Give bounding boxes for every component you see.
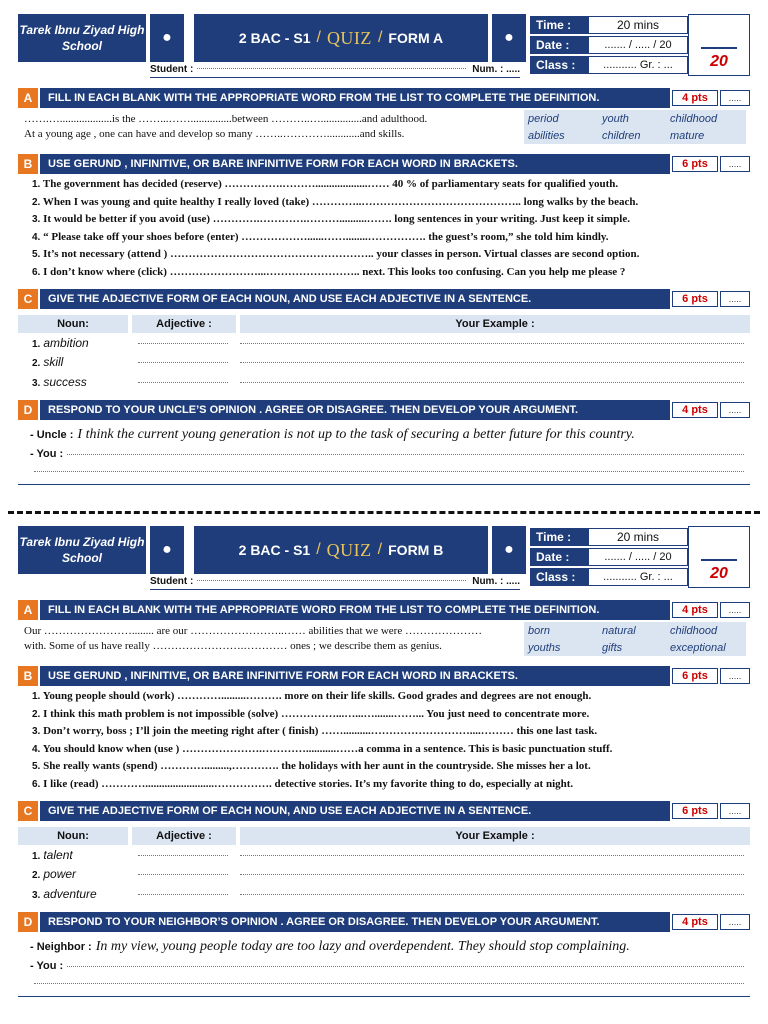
- item-number: 2.: [32, 708, 41, 720]
- section-letter: C: [18, 801, 38, 821]
- bullet-icon: ●: [150, 526, 184, 574]
- section-instruction: RESPOND TO YOUR UNCLE’S OPINION . AGREE OR DISAGREE. THEN DEVELOP YOUR ARGUMENT.: [40, 400, 670, 420]
- score-box[interactable]: [688, 526, 750, 588]
- adjective-blank[interactable]: [138, 361, 228, 363]
- date-label: Date :: [530, 36, 588, 54]
- section-points: 6 pts: [672, 803, 718, 819]
- quiz-word: QUIZ: [326, 27, 372, 48]
- section-points: 4 pts: [672, 402, 718, 418]
- student-label: Student :: [150, 64, 194, 75]
- section-instruction: GIVE THE ADJECTIVE FORM OF EACH NOUN, AND USE EACH ADJECTIVE IN A SENTENCE.: [40, 289, 670, 309]
- sentence-item[interactable]: [32, 246, 750, 264]
- bullet-icon: ●: [492, 14, 526, 62]
- noun-word: adventure: [43, 886, 97, 901]
- opinion-quote: I think the current young generation is not up to the task of securing a better future for this country.: [77, 426, 635, 442]
- section-d-body: [18, 424, 750, 480]
- section-letter: C: [18, 289, 38, 309]
- section-d-header: [18, 912, 750, 932]
- section-b-header: [18, 154, 750, 174]
- noun-cell: [18, 887, 128, 901]
- student-dots: [197, 67, 466, 69]
- opinion: [30, 936, 750, 958]
- you-label: - You :: [30, 447, 64, 460]
- item-number: 4.: [32, 743, 41, 755]
- noun-word: skill: [43, 355, 64, 370]
- section-points: 6 pts: [672, 291, 718, 307]
- noun-word: talent: [43, 847, 73, 862]
- item-text: She really wants (spend) ………….........,…………. the holidays with her aunt in the countryside. She misses her a lot.: [43, 760, 591, 772]
- item-text: I like (read) ………….........................……………. detective stories. It’s my favorite thing to do, especially at night.: [43, 777, 574, 790]
- word-list-item: period: [528, 112, 559, 125]
- answer-line[interactable]: [30, 446, 750, 462]
- section-a-body: [18, 110, 750, 146]
- example-blank[interactable]: [240, 893, 744, 895]
- section-points: 4 pts: [672, 602, 718, 618]
- adjective-header: Adjective :: [132, 315, 236, 333]
- section-letter: D: [18, 400, 38, 420]
- section-score-field[interactable]: .....: [720, 291, 750, 307]
- adjective-table-row: [18, 884, 750, 904]
- word-list: [524, 622, 746, 656]
- noun-cell: [18, 848, 128, 862]
- num-label: Num. : .....: [472, 576, 520, 587]
- form-bottom-rule: [18, 996, 750, 997]
- noun-header: Noun:: [18, 827, 128, 845]
- item-number: 4.: [32, 231, 41, 243]
- section-instruction: GIVE THE ADJECTIVE FORM OF EACH NOUN, AND USE EACH ADJECTIVE IN A SENTENCE.: [40, 801, 670, 821]
- section-letter: D: [18, 912, 38, 932]
- student-label: Student :: [150, 576, 194, 587]
- item-text: “ Please take off your shoes before (enter) ………………......……........……………. the guest’s room,” she told him kindly.: [43, 230, 609, 243]
- item-text: The government has decided (reserve) …………….………...................…… 40 % of parliamentary seats for qualified youth.: [42, 178, 619, 190]
- time-label: Time :: [530, 16, 588, 34]
- word-list-item: abilities: [528, 129, 565, 142]
- noun-number: 1.: [32, 338, 41, 350]
- section-letter: A: [18, 88, 38, 108]
- section-score-field[interactable]: .....: [720, 803, 750, 819]
- adjective-table-row: [18, 372, 750, 392]
- section-score-field[interactable]: .....: [720, 402, 750, 418]
- definition-line: …….…...................is the ……...……...............between ………..…...............and adulthood.: [24, 113, 428, 125]
- form-name: FORM A: [388, 30, 444, 46]
- score-box[interactable]: [688, 14, 750, 76]
- item-text: You should know when (use ) ………………….…………...........……a comma in a sentence. This is basic punctuation stuff.: [42, 742, 613, 755]
- answer-dots: [67, 965, 744, 967]
- example-header: Your Example :: [240, 827, 750, 845]
- example-blank[interactable]: [240, 854, 744, 856]
- section-letter: B: [18, 154, 38, 174]
- sentence-item[interactable]: [32, 176, 750, 194]
- quiz-word: QUIZ: [326, 539, 372, 560]
- item-number: 3.: [32, 726, 41, 737]
- definition-text: [24, 624, 514, 654]
- section-instruction: USE GERUND , INFINITIVE, OR BARE INFINITIVE FORM FOR EACH WORD IN BRACKETS.: [40, 154, 670, 174]
- section-a-body: [18, 622, 750, 658]
- time-label: Time :: [530, 528, 588, 546]
- score-total: 20: [710, 565, 728, 582]
- item-text: Don’t worry, boss ; I’ll join the meeting right after ( finish) ……..........………………………....……… this one last task.: [43, 725, 598, 737]
- score-line: [701, 47, 737, 49]
- item-number: 1.: [32, 179, 41, 190]
- num-label: Num. : .....: [472, 64, 520, 75]
- bullet-icon: ●: [492, 526, 526, 574]
- sentence-item[interactable]: [32, 758, 750, 776]
- date-label: Date :: [530, 548, 588, 566]
- score-line: [701, 559, 737, 561]
- adjective-blank[interactable]: [138, 873, 228, 875]
- word-list-item: natural: [602, 624, 636, 637]
- answer-dots: [67, 453, 744, 455]
- adjective-table-header: [18, 315, 750, 333]
- adjective-blank[interactable]: [138, 342, 228, 344]
- school-name: Tarek Ibnu Ziyad High School: [18, 526, 146, 574]
- sentence-item[interactable]: [32, 211, 750, 229]
- you-label: - You :: [30, 959, 64, 972]
- school-name: Tarek Ibnu Ziyad High School: [18, 14, 146, 62]
- definition-line: At a young age , one can have and develop so many ……..…………............and skills.: [24, 128, 405, 140]
- bullet-icon: ●: [150, 14, 184, 62]
- section-letter: A: [18, 600, 38, 620]
- answer-line[interactable]: [30, 958, 750, 974]
- item-number: 3.: [32, 214, 41, 225]
- item-text: It’s not necessary (attend ) ……………………………………………….. your classes in person. Virtual classes are second option.: [43, 248, 640, 260]
- sentence-item[interactable]: [32, 741, 750, 759]
- opinion: [30, 424, 750, 446]
- student-field[interactable]: [150, 62, 520, 78]
- sentence-item[interactable]: [32, 706, 750, 724]
- word-list-item: childhood: [670, 624, 718, 637]
- quiz-header: [18, 14, 750, 80]
- section-a-header: [18, 600, 750, 620]
- noun-cell: [18, 375, 128, 389]
- definition-line: Our ……………………........ are our ……………………..…… abilities that we were …………………: [24, 625, 482, 637]
- quiz-header: [18, 526, 750, 592]
- section-c-header: [18, 289, 750, 309]
- student-field[interactable]: [150, 574, 520, 590]
- answer-dots: [34, 470, 744, 472]
- adjective-blank[interactable]: [138, 893, 228, 895]
- section-a-header: [18, 88, 750, 108]
- noun-cell: [18, 867, 128, 881]
- section-b-header: [18, 666, 750, 686]
- quiz-title: 2 BAC - S1 / QUIZ / FORM B: [194, 526, 488, 574]
- adjective-table-header: [18, 827, 750, 845]
- noun-number: 3.: [32, 889, 41, 901]
- section-letter: B: [18, 666, 38, 686]
- section-c-header: [18, 801, 750, 821]
- word-list-item: exceptional: [670, 641, 726, 654]
- section-instruction: RESPOND TO YOUR NEIGHBOR’S OPINION . AGREE OR DISAGREE. THEN DEVELOP YOUR ARGUMENT.: [40, 912, 670, 932]
- item-number: 1.: [32, 691, 41, 702]
- opinion-quote: In my view, young people today are too lazy and overdependent. They should stop complaining.: [95, 938, 630, 954]
- word-list-item: children: [602, 129, 641, 142]
- noun-number: 2.: [32, 870, 41, 882]
- item-number: 5.: [32, 761, 41, 772]
- definition-line: with. Some of us have really …………………….………… ones ; we describe them as genius.: [24, 640, 442, 652]
- section-c-body: [18, 827, 750, 904]
- word-list-item: mature: [670, 129, 705, 142]
- noun-word: ambition: [43, 335, 89, 350]
- time-value: 20 mins: [588, 16, 688, 34]
- word-list-item: gifts: [602, 641, 623, 654]
- form-bottom-rule: [18, 484, 750, 485]
- section-score-field[interactable]: .....: [720, 90, 750, 106]
- class-label: Class :: [530, 568, 588, 586]
- noun-number: 2.: [32, 358, 41, 370]
- section-c-body: [18, 315, 750, 392]
- quiz-form: [18, 14, 750, 480]
- noun-cell: [18, 355, 128, 369]
- example-blank[interactable]: [240, 381, 744, 383]
- example-blank[interactable]: [240, 342, 744, 344]
- form-name: FORM B: [388, 542, 444, 558]
- word-list-item: youth: [602, 112, 629, 125]
- section-score-field[interactable]: .....: [720, 914, 750, 930]
- date-field[interactable]: ....... / ..... / 20: [588, 548, 688, 566]
- word-list-item: childhood: [670, 112, 718, 125]
- score-total: 20: [710, 53, 728, 70]
- item-text: I don’t know where (click) ……………………...…………………….. next. This looks too confusing. Can you help me please ?: [43, 265, 626, 278]
- sentence-item[interactable]: [32, 194, 750, 212]
- class-label: Class :: [530, 56, 588, 74]
- item-number: 5.: [32, 249, 41, 260]
- sentence-item[interactable]: [32, 723, 750, 741]
- section-score-field[interactable]: .....: [720, 668, 750, 684]
- speaker-label: - Neighbor :: [30, 940, 92, 953]
- adjective-table-row: [18, 865, 750, 885]
- section-points: 4 pts: [672, 914, 718, 930]
- item-number: 2.: [32, 196, 41, 208]
- section-instruction: FILL IN EACH BLANK WITH THE APPROPRIATE WORD FROM THE LIST TO COMPLETE THE DEFINITION.: [40, 600, 670, 620]
- adjective-blank[interactable]: [138, 381, 228, 383]
- sentence-item[interactable]: [32, 688, 750, 706]
- section-points: 6 pts: [672, 668, 718, 684]
- word-list: [524, 110, 746, 144]
- section-b-body: [18, 176, 750, 281]
- noun-number: 1.: [32, 850, 41, 862]
- example-blank[interactable]: [240, 361, 744, 363]
- section-score-field[interactable]: .....: [720, 156, 750, 172]
- sentence-item[interactable]: [32, 264, 750, 282]
- adjective-header: Adjective :: [132, 827, 236, 845]
- time-value: 20 mins: [588, 528, 688, 546]
- section-instruction: FILL IN EACH BLANK WITH THE APPROPRIATE WORD FROM THE LIST TO COMPLETE THE DEFINITION.: [40, 88, 670, 108]
- speaker-label: - Uncle :: [30, 428, 74, 441]
- sentence-item[interactable]: [32, 776, 750, 794]
- quiz-form: [18, 526, 750, 992]
- section-instruction: USE GERUND , INFINITIVE, OR BARE INFINITIVE FORM FOR EACH WORD IN BRACKETS.: [40, 666, 670, 686]
- definition-text: [24, 112, 514, 142]
- answer-line[interactable]: [30, 462, 750, 480]
- adjective-table-row: [18, 845, 750, 865]
- adjective-table-row: [18, 333, 750, 353]
- class-field[interactable]: ........... Gr. : ...: [588, 568, 688, 586]
- section-score-field[interactable]: .....: [720, 602, 750, 618]
- answer-line[interactable]: [30, 974, 750, 992]
- noun-cell: [18, 336, 128, 350]
- noun-number: 3.: [32, 377, 41, 389]
- section-points: 4 pts: [672, 90, 718, 106]
- item-text: When I was young and quite healthy I really loved (take) …………..…………………………………….. long walks by the beach.: [42, 195, 639, 208]
- student-dots: [197, 579, 466, 581]
- item-text: Young people should (work) ………….........………. more on their life skills. Good grades and degrees are not enough.: [42, 690, 592, 702]
- word-list-item: born: [528, 624, 551, 637]
- section-d-body: [18, 936, 750, 992]
- example-header: Your Example :: [240, 315, 750, 333]
- item-text: I think this math problem is not impossible (solve) ……………...…...….......……... You just need to concentrate more.: [43, 707, 590, 720]
- section-points: 6 pts: [672, 156, 718, 172]
- date-field[interactable]: ....... / ..... / 20: [588, 36, 688, 54]
- noun-header: Noun:: [18, 315, 128, 333]
- noun-word: success: [43, 374, 87, 389]
- answer-dots: [34, 982, 744, 984]
- class-field[interactable]: ........... Gr. : ...: [588, 56, 688, 74]
- example-blank[interactable]: [240, 873, 744, 875]
- adjective-table-row: [18, 353, 750, 373]
- word-list-item: youths: [528, 641, 561, 654]
- cut-line: [8, 511, 760, 514]
- class-level: 2 BAC - S1: [238, 542, 311, 558]
- item-number: 6.: [32, 778, 41, 790]
- class-level: 2 BAC - S1: [238, 30, 311, 46]
- noun-word: power: [43, 867, 77, 882]
- quiz-title: 2 BAC - S1 / QUIZ / FORM A: [194, 14, 488, 62]
- section-d-header: [18, 400, 750, 420]
- section-b-body: [18, 688, 750, 793]
- adjective-blank[interactable]: [138, 854, 228, 856]
- sentence-item[interactable]: [32, 229, 750, 247]
- item-number: 6.: [32, 266, 41, 278]
- item-text: It would be better if you avoid (use) ………….………….………..........……. long sentences in your writing. Just keep it simple.: [43, 213, 630, 225]
